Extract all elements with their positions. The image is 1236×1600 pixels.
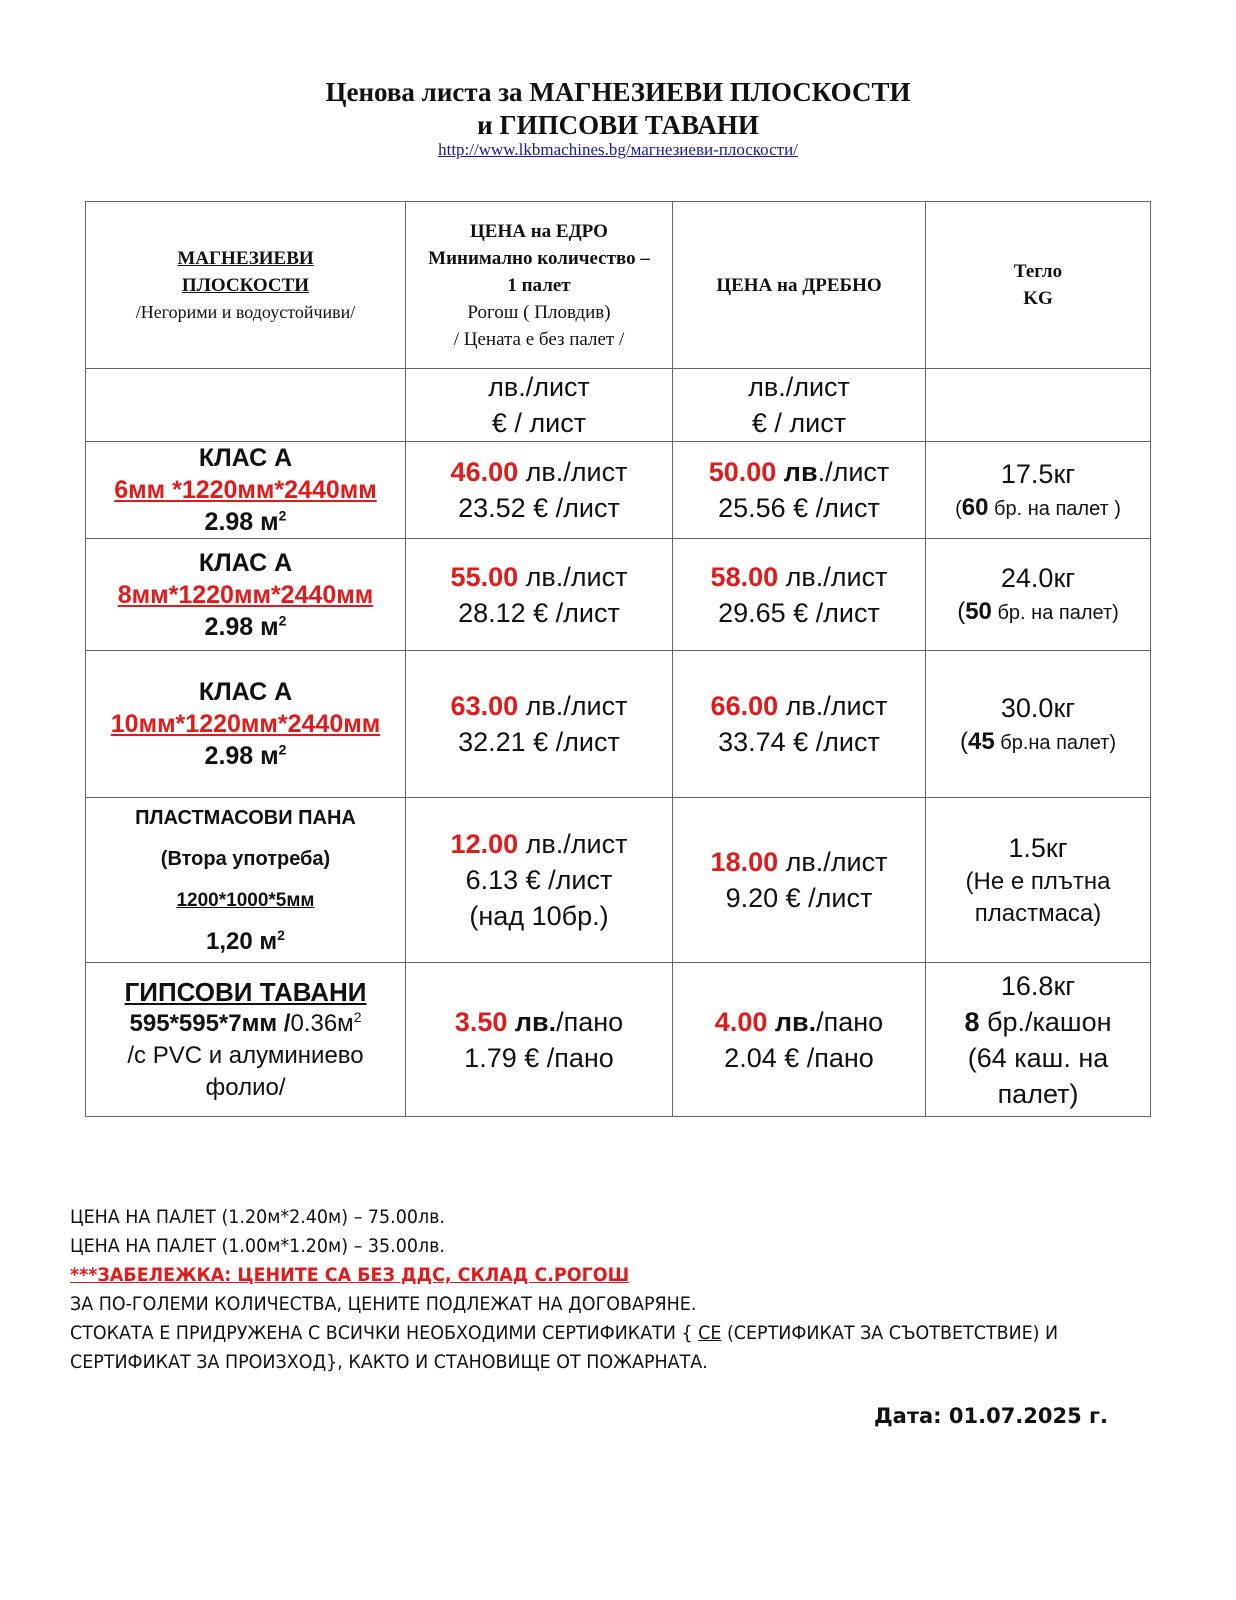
table-row [86, 963, 1151, 1117]
note-pallet-price-2: ЦЕНА НА ПАЛЕТ (1.00м*1.20м) – 35.00лв. [70, 1235, 445, 1257]
pallet-info: (50 бр. на палет) [957, 598, 1119, 625]
price-table [85, 201, 1151, 1117]
product-size: 8мм*1220мм*2440мм [117, 580, 374, 609]
retail-price-eur: 25.56 € /лист [718, 493, 880, 523]
wholesale-price-eur: 23.52 € /лист [458, 493, 620, 523]
page-title-line2: и ГИПСОВИ ТАВАНИ [477, 110, 759, 140]
note-negotiation: ЗА ПО-ГОЛЕМИ КОЛИЧЕСТВА, ЦЕНИТЕ ПОДЛЕЖАТ НА ДОГОВАРЯНЕ. [70, 1293, 697, 1315]
wholesale-price-cell: 63.00 лв./лист 32.21 € /лист [406, 651, 673, 798]
pallet-info: (45 бр.на палет) [959, 727, 1117, 755]
product-size: 595*595*7мм $/0.36м^2$ [129, 1008, 362, 1037]
product-size: 6мм *1220мм*2440мм [114, 476, 377, 504]
box-note: (64 каш. на [967, 1042, 1109, 1073]
box-info: 8 бр./кашон [964, 1006, 1112, 1037]
unit-retail-eur: € / лист [751, 408, 847, 438]
retail-price-cell: 66.00 лв./лист 33.74 € /лист [673, 651, 926, 798]
wholesale-price-bgn: 12.00 [450, 829, 519, 859]
weight-value: 24.0кг [1000, 563, 1076, 593]
wholesale-price-cell: 3.50 лв./пано 1.79 € /пано [406, 963, 673, 1117]
wholesale-price-bgn: 63.00 [450, 691, 519, 721]
weight-value: 30.0кг [1000, 692, 1076, 723]
product-area: 2.98 $м^2$ [204, 507, 287, 536]
retail-price-eur: 2.04 € /пано [724, 1042, 874, 1073]
table-row [86, 798, 1151, 963]
header-wholesale-line2: Минимално количество – [428, 247, 650, 269]
product-name: КЛАС А [198, 548, 293, 577]
wholesale-price-bgn: 3.50 [454, 1006, 508, 1037]
header-wholesale-line1: ЦЕНА на ЕДРО [470, 220, 608, 242]
product-name: КЛАС А [198, 444, 293, 472]
weight-cell [926, 539, 1151, 651]
product-name: ГИПСОВИ ТАВАНИ [124, 976, 367, 1007]
table-header-row [86, 202, 1151, 369]
note-pallet-price-1: ЦЕНА НА ПАЛЕТ (1.20м*2.40м) – 75.00лв. [70, 1206, 445, 1228]
product-cell [86, 442, 406, 539]
table-row [86, 539, 1151, 651]
product-area: 1,20 $м^2$ [206, 927, 285, 955]
wholesale-price-bgn: 46.00 [450, 457, 519, 487]
retail-price-bgn: 18.00 [710, 847, 779, 877]
retail-price-cell: 50.00 лв./лист 25.56 € /лист [673, 442, 926, 539]
wholesale-note: (над 10бр.) [469, 901, 609, 931]
retail-price-bgn: 58.00 [710, 561, 779, 592]
header-weight-line1: Тегло [1013, 261, 1063, 282]
wholesale-price-eur: 28.12 € /лист [458, 597, 620, 628]
units-row [86, 369, 1151, 442]
wholesale-price-cell: 12.00 лв./лист 6.13 € /лист (над 10бр.) [406, 798, 673, 963]
retail-price-cell: 18.00 лв./лист 9.20 € /лист [673, 798, 926, 963]
note-certificates: СТОКАТА Е ПРИДРУЖЕНА С ВСИЧКИ НЕОБХОДИМИ СЕРТИФИКАТИ { CE (СЕРТИФИКАТ ЗА СЪОТВЕТСТВИЕ) И [70, 1322, 1059, 1344]
unit-wholesale-eur: € / лист [491, 408, 587, 438]
header-wholesale-line4: Рогош ( Пловдив) [467, 301, 611, 323]
table-row [86, 442, 1151, 539]
product-area: 2.98 $м^2$ [204, 612, 287, 641]
header-product-line2: ПЛОСКОСТИ [181, 274, 310, 296]
note-warning: ***ЗАБЕЛЕЖКА: ЦЕНИТЕ СА БЕЗ ДДС, СКЛАД С.РОГОШ [70, 1264, 630, 1286]
wholesale-price-eur: 1.79 € /пано [464, 1042, 614, 1073]
note-certificates-2: СЕРТИФИКАТ ЗА ПРОИЗХОД}, КАКТО И СТАНОВИЩЕ ОТ ПОЖАРНАТА. [70, 1351, 708, 1373]
product-cell [86, 798, 406, 963]
header-weight-line2: KG [1023, 288, 1053, 309]
table-row [86, 651, 1151, 798]
weight-cell [926, 963, 1151, 1117]
wholesale-price-eur: 32.21 € /лист [458, 727, 620, 757]
product-size: 10мм*1220мм*2440мм [110, 710, 381, 738]
weight-value: 1.5кг [1008, 833, 1068, 863]
product-cell [86, 963, 406, 1117]
retail-price-bgn: 4.00 [714, 1006, 768, 1037]
retail-price-bgn: 50.00 [708, 457, 777, 487]
header-wholesale [406, 202, 673, 369]
header-wholesale-line3: 1 палет [507, 274, 571, 296]
pallet-info: (60 бр. на палет ) [955, 493, 1121, 521]
header-product-sub: /Негорими и водоустойчиви/ [135, 301, 356, 322]
weight-value: 16.8кг [1000, 970, 1076, 1001]
product-area: 2.98 $м^2$ [204, 741, 287, 770]
weight-cell [926, 442, 1151, 539]
product-name: КЛАС А [198, 678, 293, 706]
retail-price-bgn: 66.00 [710, 691, 779, 721]
product-cell [86, 539, 406, 651]
box-note: палет) [997, 1078, 1079, 1109]
document-date: Дата: 01.07.2025 г. [873, 1404, 1108, 1428]
wholesale-price-cell: 55.00 лв./лист 28.12 € /лист [406, 539, 673, 651]
retail-price-cell: 4.00 лв./пано 2.04 € /пано [673, 963, 926, 1117]
product-size: 1200*1000*5мм [176, 890, 315, 911]
retail-price-eur: 33.74 € /лист [718, 727, 880, 757]
product-desc: фолио/ [205, 1073, 286, 1101]
page-title-line1: Ценова листа за МАГНЕЗИЕВИ ПЛОСКОСТИ [325, 77, 911, 107]
header-weight [926, 202, 1151, 369]
units-wholesale [406, 369, 673, 442]
wholesale-price-cell: 46.00 лв./лист 23.52 € /лист [406, 442, 673, 539]
weight-note: пластмаса) [974, 900, 1102, 927]
notes-block [70, 1203, 1156, 1377]
retail-price-cell: 58.00 лв./лист 29.65 € /лист [673, 539, 926, 651]
product-sub: (Втора употреба) [160, 848, 331, 870]
unit-wholesale-bgn: лв./лист [488, 372, 590, 402]
unit-retail-bgn: лв./лист [748, 372, 850, 402]
retail-price-eur: 9.20 € /лист [725, 883, 873, 913]
units-retail [673, 369, 926, 442]
product-cell [86, 651, 406, 798]
header-product [86, 202, 406, 369]
wholesale-price-bgn: 55.00 [450, 561, 519, 592]
product-name: ПЛАСТМАСОВИ ПАНА [135, 807, 356, 829]
product-desc: /с PVC и алуминиево [127, 1041, 364, 1069]
weight-cell [926, 651, 1151, 798]
weight-cell [926, 798, 1151, 963]
retail-price-eur: 29.65 € /лист [718, 597, 880, 628]
weight-value: 17.5кг [1000, 458, 1076, 489]
weight-note: (Не е плътна [965, 868, 1111, 895]
header-retail [673, 202, 926, 369]
header-retail-label: ЦЕНА на ДРЕБНО [716, 274, 882, 296]
units-empty-cell [86, 369, 406, 442]
header-product-line1: МАГНЕЗИЕВИ [177, 247, 314, 269]
header-wholesale-line5: / Цената е без палет / [453, 328, 625, 350]
wholesale-price-eur: 6.13 € /лист [465, 865, 613, 895]
website-link[interactable]: http://www.lkbmachines.bg/магнезиеви-плоскости/ [438, 140, 798, 159]
units-weight-empty [926, 369, 1151, 442]
